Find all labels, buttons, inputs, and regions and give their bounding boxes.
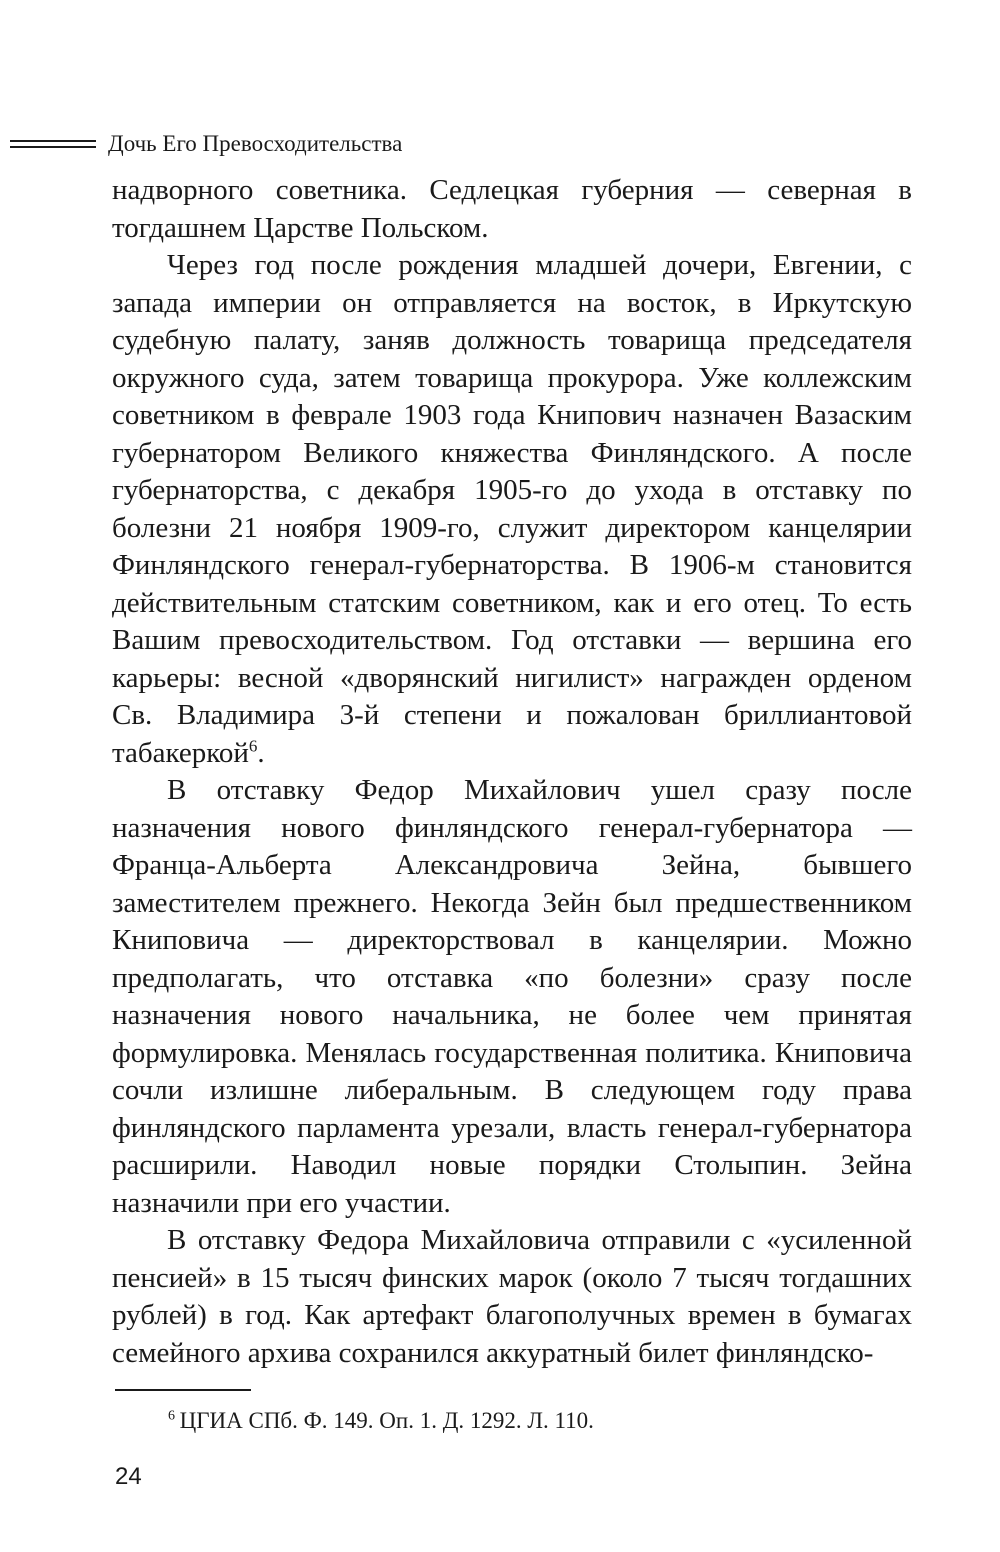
running-head-title: Дочь Его Превосходительства bbox=[108, 131, 403, 156]
paragraph-1: надворного советника. Седлецкая губерния — северная в тогдашнем Царстве Польском. bbox=[112, 174, 912, 244]
paragraph-2 bbox=[112, 247, 912, 772]
paragraph-2-text: Через год после рождения младшей дочери, Евгении, с запада империи он отправляется на восток, в Иркутскую судебную палату, заняв должность товарища председателя окружного суда, затем товарища прокурора. Уже коллежским советником в феврале 1903 года Книпович назначен Вазаским губернатором Великого княжества Финляндского. А после губернаторства, с декабря 1905-го до ухода в отставку по болезни 21 ноября 1909-го, служит директором канцелярии Финляндского генерал-губернаторства. В 1906-м становится действительным статским советником, как и его отец. То есть Вашим превосходительством. Год отставки — вершина его карьеры: весной «дворянский нигилист» награжден орденом Св. Владимира 3-й степени и пожалован бриллиантовой табакеркой bbox=[112, 249, 912, 769]
paragraph-4: В отставку Федора Михайловича отправили с «усиленной пенсией» в 15 тысяч финских марок (около 7 тысяч тогдашних рублей) в год. Как артефакт благополучных времен в бумагах семейного архива сохранился аккуратный билет финляндско- bbox=[112, 1224, 912, 1369]
paragraph-3: В отставку Федор Михайлович ушел сразу после назначения нового финляндского генерал-губернатора — Франца-Альберта Александровича Зейна, бывшего заместителем прежнего. Некогда Зейн был предшественником Книповича — директорствовал в канцелярии. Можно предполагать, что отставка «по болезни» сразу после назначения нового начальника, не более чем принятая формулировка. Менялась государственная политика. Книповича сочли излишне либеральным. В следующем году права финляндского парламента урезали, власть генерал-губернатора расширили. Наводил новые порядки Столыпин. Зейна назначили при его участии. bbox=[112, 774, 912, 1219]
page-number: 24 bbox=[115, 1463, 142, 1490]
footnote-marker: 6 bbox=[168, 1408, 175, 1424]
footnote-6 bbox=[168, 1406, 594, 1436]
running-head-rule bbox=[10, 140, 96, 148]
footnote-separator bbox=[115, 1389, 251, 1391]
running-head bbox=[10, 128, 402, 160]
footnote-ref-6[interactable]: 6 bbox=[248, 735, 258, 755]
paragraph-2-end: . bbox=[257, 736, 265, 769]
body-text bbox=[112, 172, 912, 1372]
footnote-text: ЦГИА СПб. Ф. 149. Оп. 1. Д. 1292. Л. 110. bbox=[179, 1408, 594, 1433]
